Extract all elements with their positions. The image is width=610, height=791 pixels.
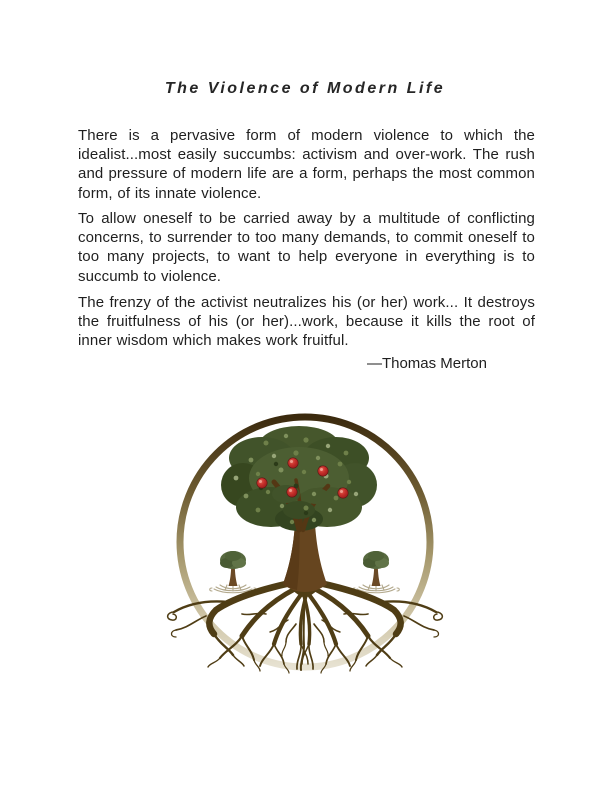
attribution: —Thomas Merton: [366, 355, 487, 372]
tree-illustration-svg: [146, 398, 464, 688]
mini-tree-left: [210, 551, 257, 593]
paragraph-1: There is a pervasive form of modern violence to which the idealist...most easily succumbs: activism and over-work. The rush and pressure of modern life are a form, perhaps the most common form, of its innate violence.: [78, 127, 535, 202]
tree-of-life-illustration: [146, 398, 464, 688]
tree-canopy: [221, 426, 377, 531]
paragraph-2: To allow oneself to be carried away by a multitude of conflicting concerns, to surrender to too many demands, to commit oneself to too many projects, to want to help everyone in everything is to succumb to violence.: [78, 210, 535, 285]
paragraph-3: The frenzy of the activist neutralizes his (or her) work... It destroys the fruitfulness of his (or her)...work, because it kills the root of inner wisdom which makes work fruitful.: [78, 294, 535, 350]
root-system: [168, 580, 443, 673]
mini-tree-right: [353, 551, 400, 593]
page-title: The Violence of Modern Life: [164, 80, 446, 97]
